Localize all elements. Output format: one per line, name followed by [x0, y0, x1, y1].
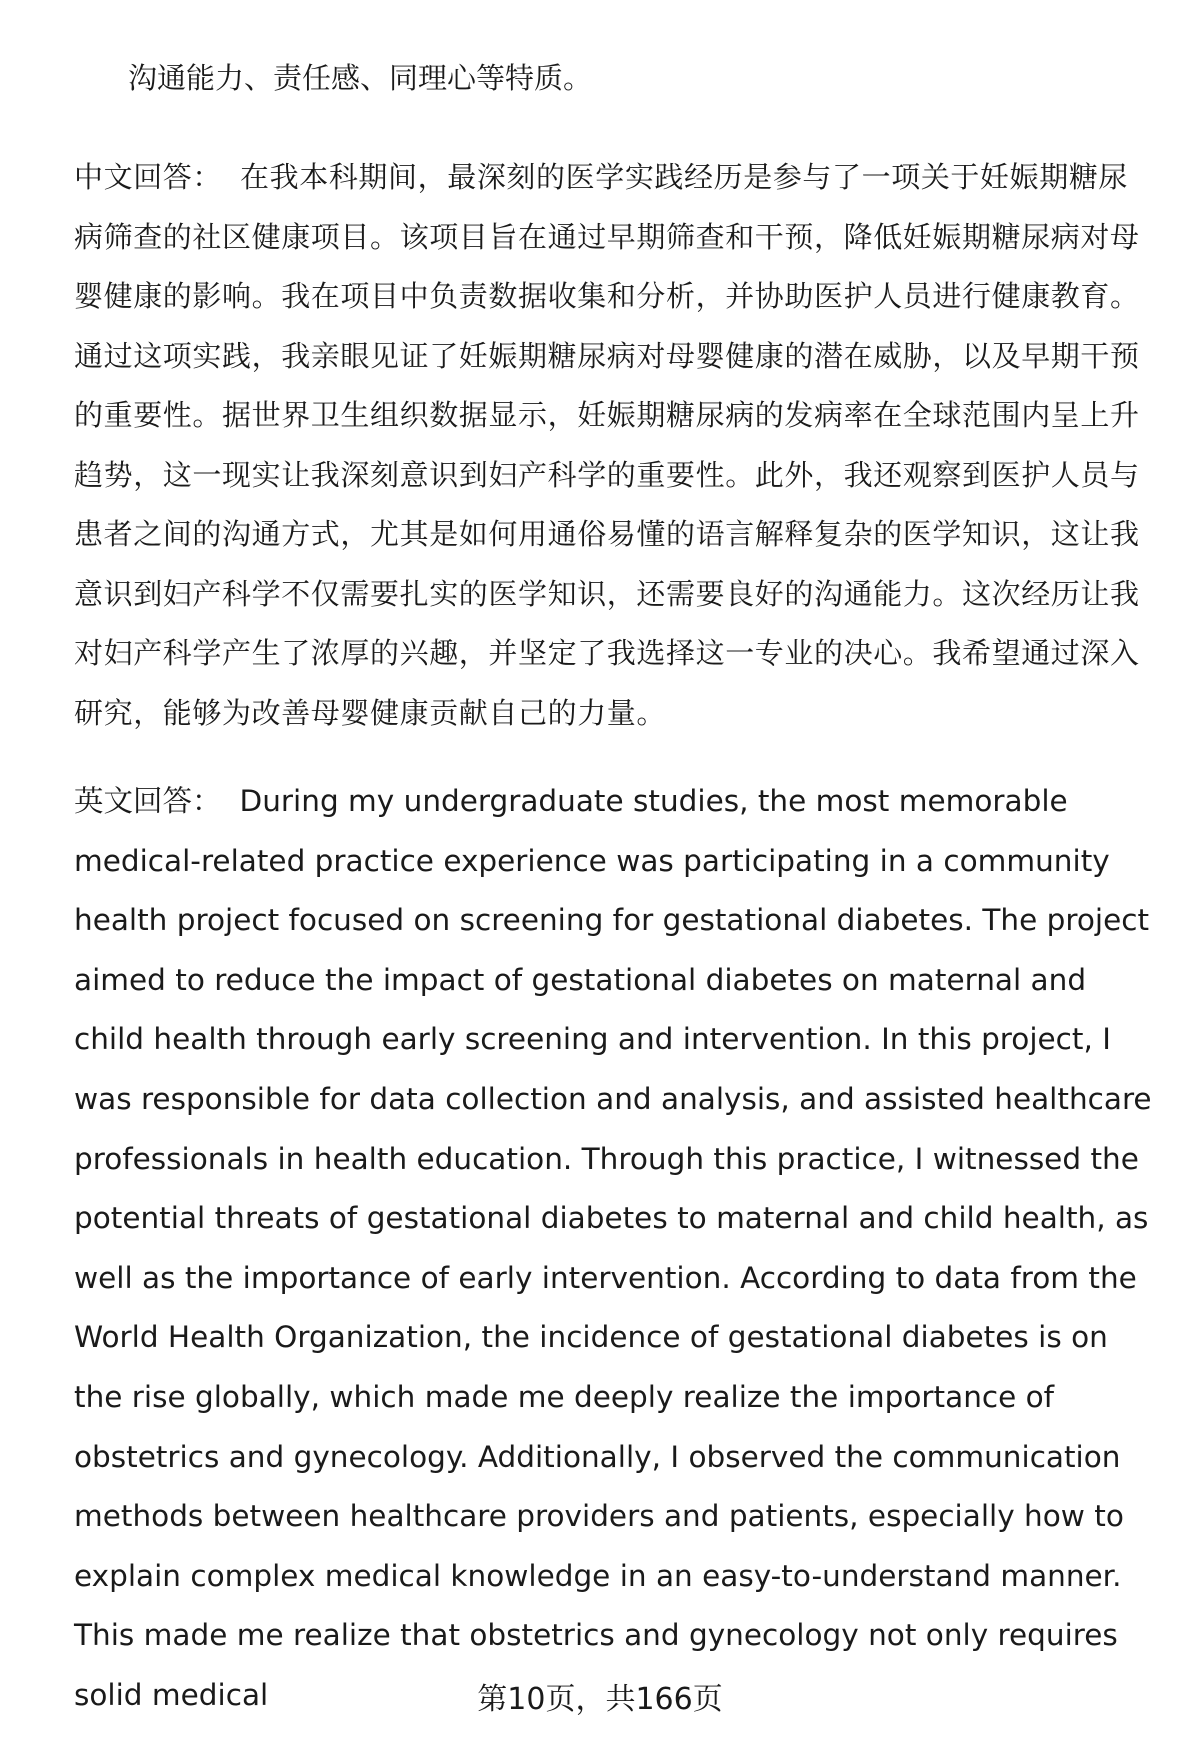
chinese-answer-paragraph	[74, 148, 1154, 743]
chinese-answer-label: 中文回答：	[74, 160, 223, 194]
continuation-paragraph: 沟通能力、责任感、同理心等特质。	[128, 61, 593, 95]
english-answer-label: 英文回答：	[74, 784, 222, 818]
page-number-footer: 第10页，共166页	[477, 1682, 723, 1717]
chinese-answer-text: 在我本科期间，最深刻的医学实践经历是参与了一项关于妊娠期糖尿病筛查的社区健康项目。该项目旨在通过早期筛查和干预，降低妊娠期糖尿病对母婴健康的影响。我在项目中负责数据收集和分析，并协助医护人员进行健康教育。通过这项实践，我亲眼见证了妊娠期糖尿病对母婴健康的潜在威胁，以及早期干预的重要性。据世界卫生组织数据显示，妊娠期糖尿病的发病率在全球范围内呈上升趋势，这一现实让我深刻意识到妇产科学的重要性。此外，我还观察到医护人员与患者之间的沟通方式，尤其是如何用通俗易懂的语言解释复杂的医学知识，这让我意识到妇产科学不仅需要扎实的医学知识，还需要良好的沟通能力。这次经历让我对妇产科学产生了浓厚的兴趣，并坚定了我选择这一专业的决心。我希望通过深入研究，能够为改善母婴健康贡献自己的力量。	[74, 160, 1140, 730]
english-answer-text: During my undergraduate studies, the most memorable medical-related practice experience was participating in a community health project focused on screening for gestational diabetes. The project aimed to reduce the impact of gestational diabetes on maternal and child health through early screening and intervention. In this project, I was responsible for data collection and analysis, and assisted healthcare professionals in health education. Through this practice, I witnessed the potential threats of gestational diabetes to maternal and child health, as well as the importance of early intervention. According to data from the World Health Organization, the incidence of gestational diabetes is on the rise globally, which made me deeply realize the importance of obstetrics and gynecology. Additionally, I observed the communication methods between healthcare providers and patients, especially how to explain complex medical knowledge in an easy-to-understand manner. This made me realize that obstetrics and gynecology not only requires solid medical	[74, 784, 1152, 1712]
english-answer-paragraph	[74, 772, 1154, 1726]
